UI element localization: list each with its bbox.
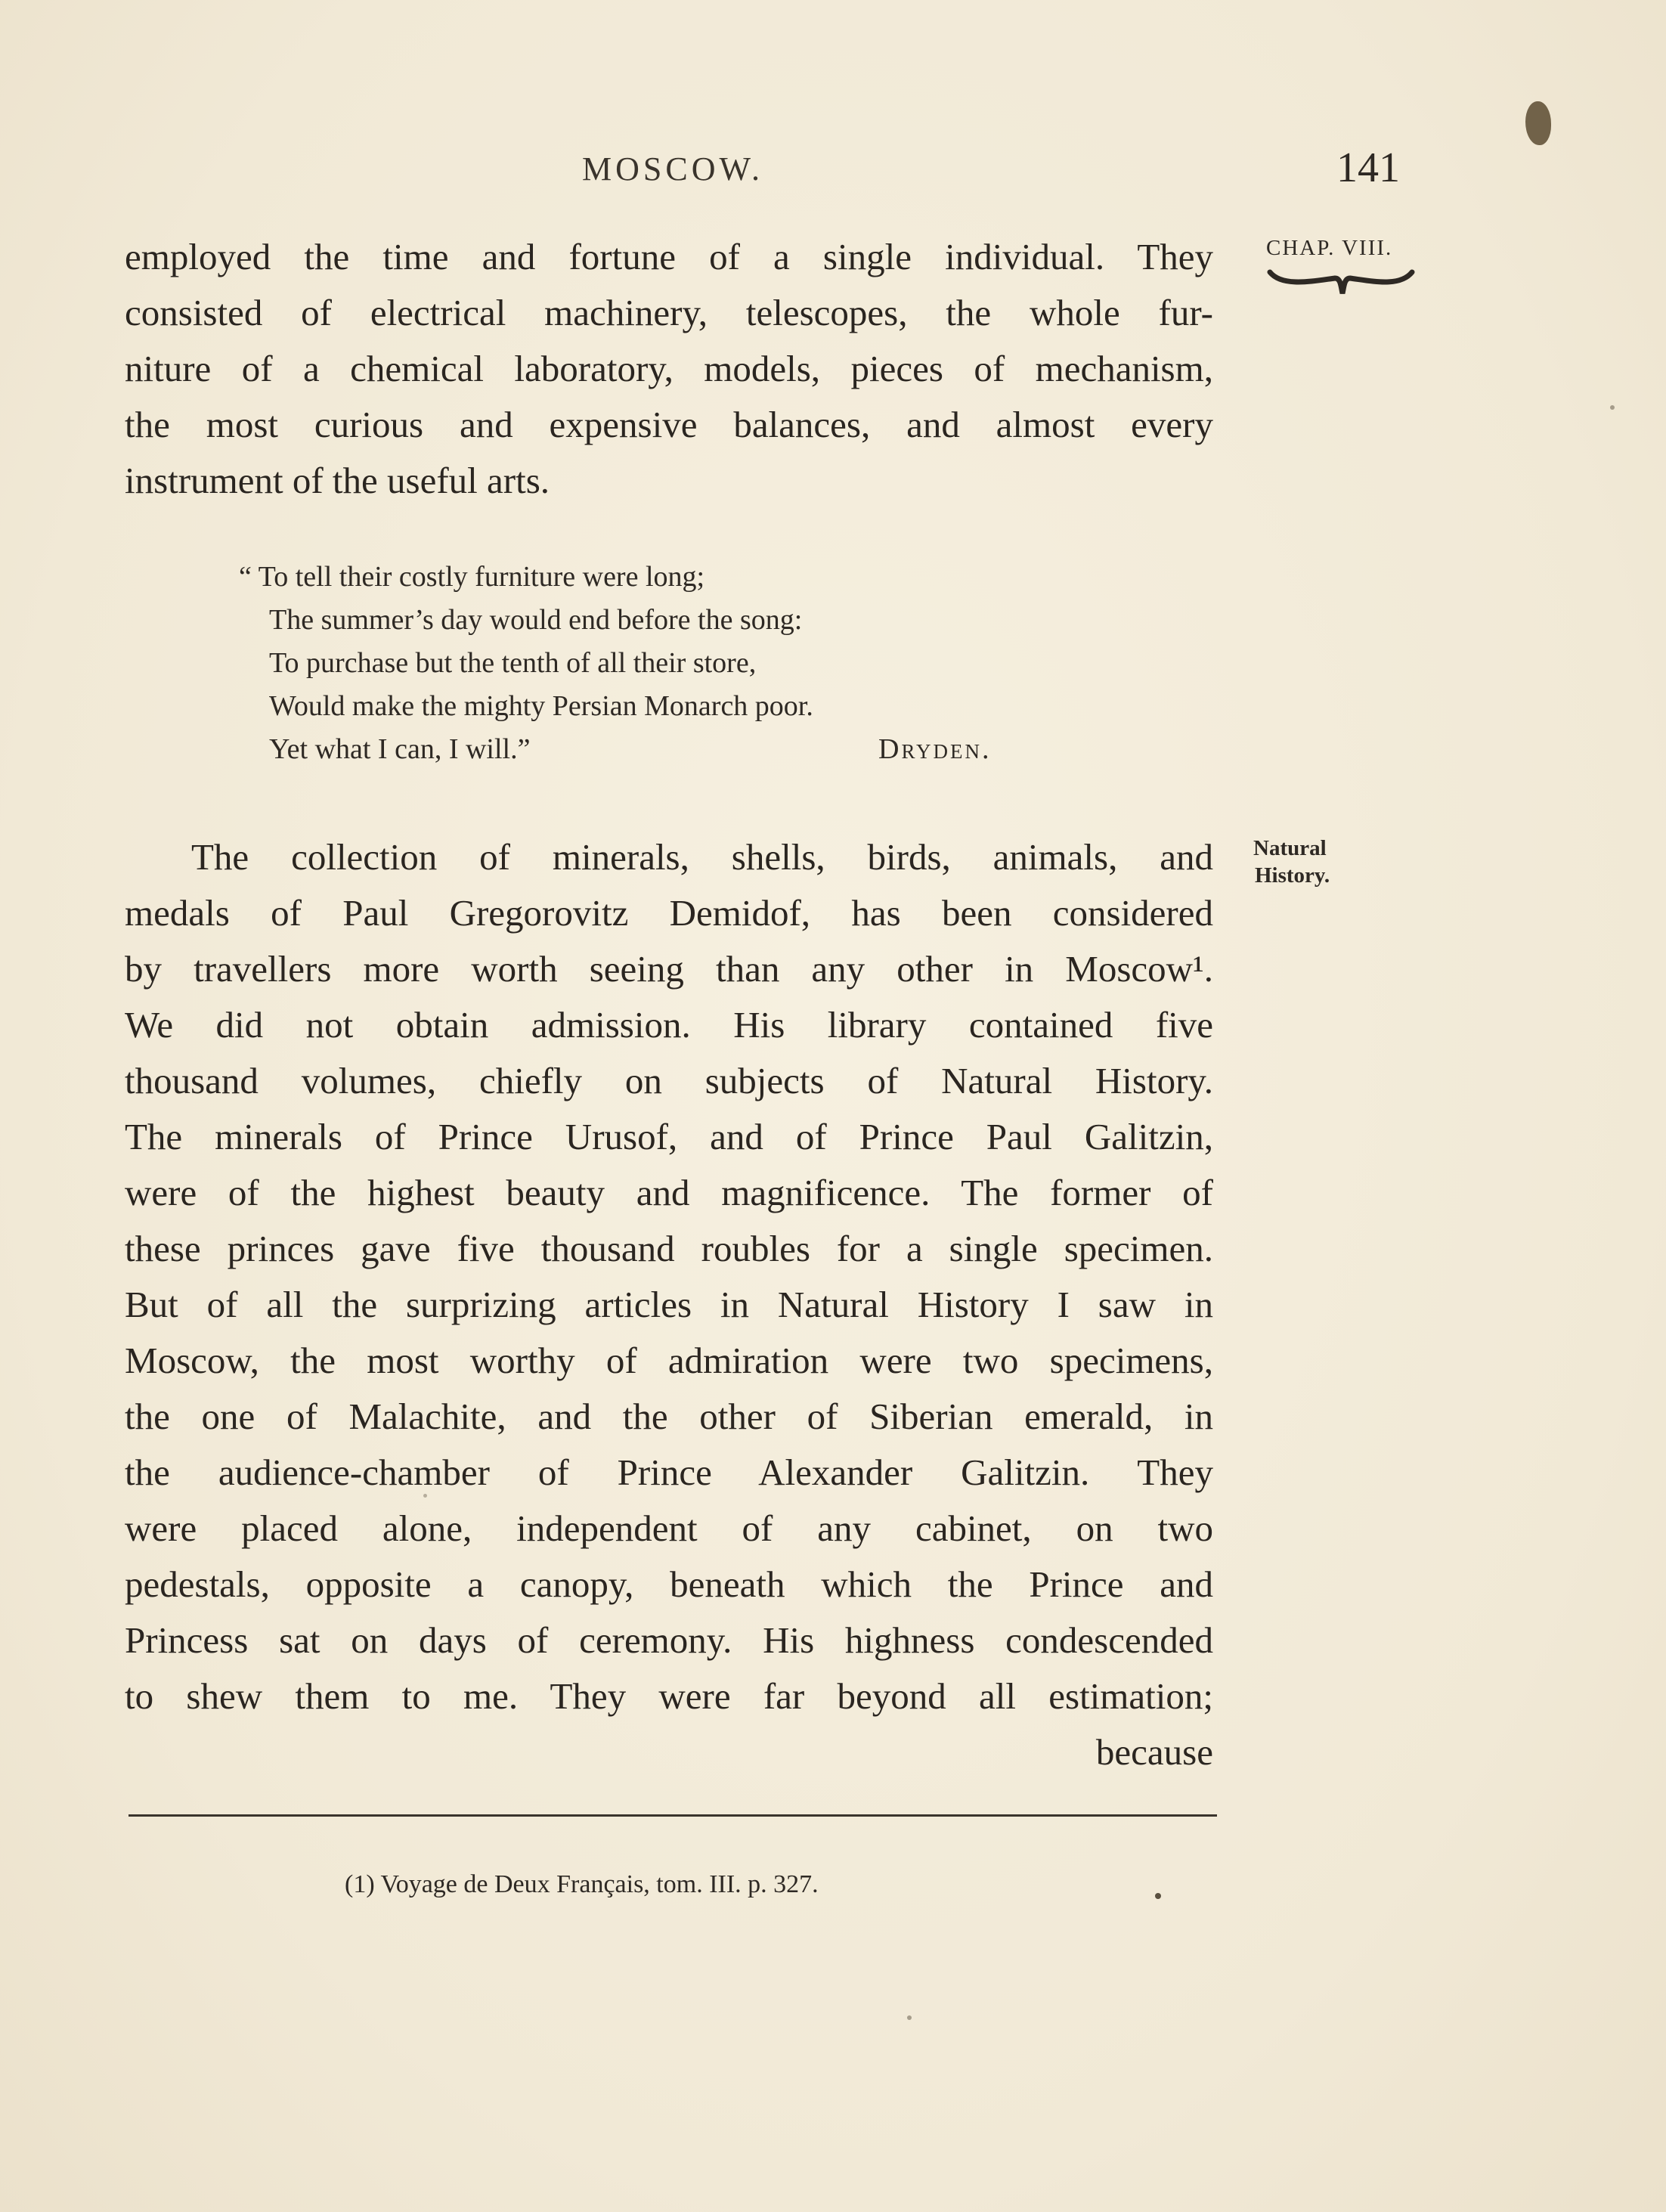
text-line: were of the highest beauty and magnificence. The former of (125, 1172, 1213, 1213)
verse-line: To purchase but the tenth of all their store, (269, 647, 757, 679)
text-line: consisted of electrical machinery, telescopes, the whole fur- (125, 292, 1213, 333)
margin-note-line: History. (1255, 863, 1330, 888)
footnote: (1) Voyage de Deux Français, tom. III. p. 327. (345, 1870, 819, 1898)
margin-note-line: Natural (1253, 836, 1327, 860)
verse-line: Would make the mighty Persian Monarch poor. (269, 690, 813, 722)
text-line: were placed alone, independent of any cabinet, on two (125, 1507, 1213, 1549)
paragraph-natural-history (125, 829, 1213, 1780)
text-line: these princes gave five thousand roubles for a single specimen. (125, 1228, 1213, 1269)
text-line: the audience-chamber of Prince Alexander Galitzin. They (125, 1451, 1213, 1493)
text-line: to shew them to me. They were far beyond all estimation; (125, 1675, 1213, 1717)
ink-blot (1525, 101, 1551, 145)
text-line: employed the time and fortune of a single individual. They (125, 236, 1213, 277)
text-line: instrument of the useful arts. (125, 460, 550, 501)
paper-speck (907, 2015, 912, 2020)
text-line: The minerals of Prince Urusof, and of Prince Paul Galitzin, (125, 1116, 1213, 1157)
text-line: the one of Malachite, and the other of Siberian emerald, in (125, 1396, 1213, 1437)
quote-attribution: Dryden. (878, 733, 992, 765)
margin-note-natural-history (1253, 835, 1330, 889)
text-line: We did not obtain admission. His library contained five (125, 1004, 1213, 1046)
paper-speck (1155, 1893, 1161, 1899)
text-line: But of all the surprizing articles in Natural History I saw in (125, 1284, 1213, 1325)
verse-line: Yet what I can, I will.” (269, 733, 531, 765)
paper-speck (423, 1494, 427, 1498)
footnote-divider (129, 1814, 1217, 1817)
text-line: pedestals, opposite a canopy, beneath which the Prince and (125, 1563, 1213, 1605)
running-title: MOSCOW. (582, 150, 763, 187)
chapter-marker: CHAP. VIII. (1266, 236, 1393, 260)
catchword: because (1095, 1731, 1213, 1773)
page-number: 141 (1336, 144, 1400, 191)
text-line: Princess sat on days of ceremony. His highness condescended (125, 1619, 1213, 1661)
paragraph-continuation (125, 229, 1213, 509)
text-line: The collection of minerals, shells, birds, animals, and (191, 836, 1213, 878)
text-line: the most curious and expensive balances, and almost every (125, 404, 1213, 445)
text-line: niture of a chemical laboratory, models, pieces of mechanism, (125, 348, 1213, 389)
verse-line: “ To tell their costly furniture were long; (239, 561, 705, 593)
verse-quotation (239, 556, 1025, 771)
text-line: Moscow, the most worthy of admiration were two specimens, (125, 1340, 1213, 1381)
chapter-brace-icon (1267, 268, 1415, 298)
verse-line: The summer’s day would end before the song: (269, 604, 803, 636)
text-line: thousand volumes, chiefly on subjects of Natural History. (125, 1060, 1213, 1101)
text-line: medals of Paul Gregorovitz Demidof, has been considered (125, 892, 1213, 934)
text-line: by travellers more worth seeing than any other in Moscow¹. (125, 948, 1213, 990)
paper-speck (1610, 405, 1615, 410)
